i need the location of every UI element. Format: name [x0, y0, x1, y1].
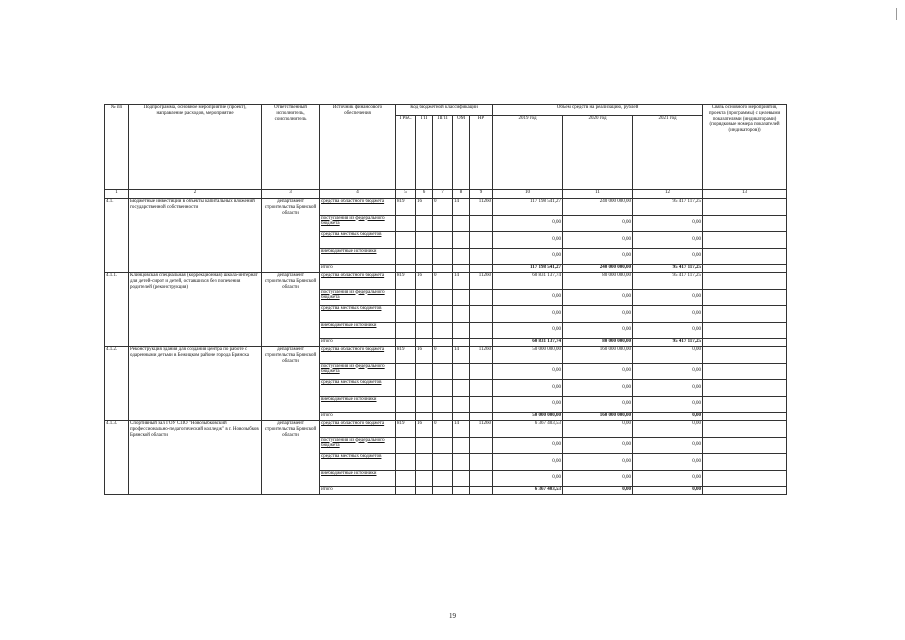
value-cell: 95 417 117,25 — [633, 339, 703, 347]
header-year-2021: 2021 год — [633, 116, 703, 190]
code-cell: 11260 — [470, 273, 493, 290]
link-cell — [703, 339, 787, 347]
page-number: 19 — [449, 612, 456, 620]
code-cell — [416, 289, 433, 306]
row-executor: департамент строительства Брянской области — [262, 273, 320, 347]
code-cell: 0 — [433, 199, 453, 216]
link-cell — [703, 199, 787, 216]
code-cell — [396, 306, 416, 323]
code-cell — [453, 289, 470, 306]
code-cell: 819 — [396, 199, 416, 216]
code-cell — [433, 380, 453, 397]
table-row — [105, 273, 787, 290]
row-number: 4.1.3. — [105, 421, 129, 495]
value-cell: 0,00 — [633, 306, 703, 323]
code-cell — [470, 289, 493, 306]
column-number: 13 — [703, 190, 787, 199]
value-cell: 0,00 — [633, 487, 703, 495]
value-cell: 0,00 — [493, 322, 563, 339]
code-cell — [470, 306, 493, 323]
code-cell — [453, 306, 470, 323]
column-number: 9 — [470, 190, 493, 199]
value-cell: 117 198 541,27 — [493, 199, 563, 216]
code-cell — [396, 215, 416, 232]
column-number: 11 — [563, 190, 633, 199]
code-cell — [470, 339, 493, 347]
code-cell — [433, 470, 453, 487]
column-number: 1 — [105, 190, 129, 199]
code-cell — [416, 322, 433, 339]
code-cell — [416, 470, 433, 487]
value-cell: 0,00 — [633, 322, 703, 339]
header-year-2019: 2019 год — [493, 116, 563, 190]
code-cell: 11260 — [470, 199, 493, 216]
link-cell — [703, 265, 787, 273]
source-label: итого — [320, 413, 396, 421]
table-row — [105, 347, 787, 364]
source-label: средства местных бюджетов — [320, 380, 396, 397]
value-cell: 0,00 — [633, 215, 703, 232]
header-link: Связь основного мероприятия, проекта (программы) с целевыми показателями (индикаторами) (порядковые номера показателей (индикаторов)) — [703, 105, 787, 190]
code-cell — [470, 470, 493, 487]
value-cell: 0,00 — [563, 421, 633, 438]
row-number: 4.1.1. — [105, 273, 129, 347]
row-program-name: Бюджетные инвестиции в объекты капитальных вложений государственной собственности — [129, 199, 262, 273]
value-cell: 0,00 — [493, 306, 563, 323]
header-code-pgp: ПГП — [433, 116, 453, 190]
code-cell — [470, 248, 493, 265]
code-cell — [470, 380, 493, 397]
code-cell — [416, 339, 433, 347]
code-cell — [416, 215, 433, 232]
code-cell: 14 — [453, 421, 470, 438]
source-label: поступления из федерального бюджета — [320, 437, 396, 454]
row-executor: департамент строительства Брянской области — [262, 199, 320, 273]
value-cell: 0,00 — [563, 232, 633, 249]
link-cell — [703, 487, 787, 495]
column-number: 7 — [433, 190, 453, 199]
link-cell — [703, 248, 787, 265]
value-cell: 0,00 — [493, 215, 563, 232]
code-cell — [470, 396, 493, 413]
code-cell — [470, 265, 493, 273]
value-cell: 50 000 000,00 — [493, 413, 563, 421]
source-label: поступления из федерального бюджета — [320, 363, 396, 380]
value-cell: 0,00 — [633, 289, 703, 306]
value-cell: 0,00 — [493, 248, 563, 265]
code-cell — [416, 232, 433, 249]
source-label: средства областного бюджета — [320, 199, 396, 216]
header-volume-group: Объем средств на реализацию, рублей — [493, 105, 703, 116]
code-cell — [453, 265, 470, 273]
value-cell: 0,00 — [493, 470, 563, 487]
value-cell: 0,00 — [563, 322, 633, 339]
row-program-name: Спортивный зал ГОУ СПО "Новозыбковский профессионально-педагогический колледж" в г. Новозыбков Брянской области — [129, 421, 262, 495]
code-cell — [433, 306, 453, 323]
row-executor: департамент строительства Брянской области — [262, 421, 320, 495]
source-label: внебюджетные источники — [320, 248, 396, 265]
column-number: 2 — [129, 190, 262, 199]
code-cell — [433, 437, 453, 454]
code-cell — [453, 396, 470, 413]
source-label: средства областного бюджета — [320, 347, 396, 364]
code-cell — [416, 363, 433, 380]
value-cell: 0,00 — [633, 437, 703, 454]
value-cell: 0,00 — [493, 380, 563, 397]
code-cell: 16 — [416, 347, 433, 364]
link-cell — [703, 306, 787, 323]
table-body — [105, 199, 787, 495]
header-row — [105, 105, 787, 116]
link-cell — [703, 347, 787, 364]
code-cell: 11260 — [470, 347, 493, 364]
value-cell: 0,00 — [493, 437, 563, 454]
row-executor: департамент строительства Брянской области — [262, 347, 320, 421]
value-cell: 0,00 — [563, 215, 633, 232]
code-cell — [416, 454, 433, 471]
value-cell: 0,00 — [633, 232, 703, 249]
value-cell: 95 417 117,25 — [633, 265, 703, 273]
value-cell: 60 831 137,74 — [493, 273, 563, 290]
header-code-om: ОМ — [453, 116, 470, 190]
code-cell — [396, 322, 416, 339]
value-cell: 6 367 403,53 — [493, 421, 563, 438]
code-cell: 14 — [453, 347, 470, 364]
code-cell — [396, 413, 416, 421]
code-cell — [396, 437, 416, 454]
code-cell — [396, 232, 416, 249]
source-label: внебюджетные источники — [320, 396, 396, 413]
code-cell — [396, 454, 416, 471]
value-cell: 50 000 000,00 — [493, 347, 563, 364]
code-cell: 819 — [396, 421, 416, 438]
code-cell: 14 — [453, 273, 470, 290]
code-cell — [433, 413, 453, 421]
code-cell — [433, 487, 453, 495]
budget-table — [104, 104, 787, 495]
code-cell: 0 — [433, 421, 453, 438]
page-edge-mark — [896, 8, 897, 20]
code-cell: 819 — [396, 273, 416, 290]
code-cell — [453, 454, 470, 471]
source-label: поступления из федерального бюджета — [320, 215, 396, 232]
value-cell: 60 831 137,74 — [493, 339, 563, 347]
header-code-group: Код бюджетной классификации — [396, 105, 493, 116]
code-cell — [416, 306, 433, 323]
source-label: средства местных бюджетов — [320, 306, 396, 323]
column-number: 4 — [320, 190, 396, 199]
column-number: 12 — [633, 190, 703, 199]
code-cell — [470, 322, 493, 339]
code-cell — [416, 437, 433, 454]
source-label: средства местных бюджетов — [320, 454, 396, 471]
code-cell — [433, 289, 453, 306]
code-cell — [453, 248, 470, 265]
code-cell — [470, 437, 493, 454]
value-cell: 0,00 — [563, 470, 633, 487]
source-label: средства областного бюджета — [320, 421, 396, 438]
value-cell: 240 000 000,00 — [563, 265, 633, 273]
column-number-row — [105, 190, 787, 199]
link-cell — [703, 437, 787, 454]
code-cell: 0 — [433, 273, 453, 290]
source-label: средства областного бюджета — [320, 273, 396, 290]
source-label: итого — [320, 487, 396, 495]
code-cell — [396, 487, 416, 495]
value-cell: 0,00 — [563, 396, 633, 413]
code-cell — [396, 248, 416, 265]
value-cell: 0,00 — [563, 380, 633, 397]
code-cell — [416, 413, 433, 421]
header-code-grbs: ГРБС — [396, 116, 416, 190]
value-cell: 0,00 — [493, 363, 563, 380]
value-cell: 117 198 541,27 — [493, 265, 563, 273]
code-cell — [416, 487, 433, 495]
value-cell: 0,00 — [563, 454, 633, 471]
code-cell — [433, 396, 453, 413]
code-cell — [470, 215, 493, 232]
row-program-name: Клинцовская специальная (коррекционная) школа-интернат для детей-сирот и детей, оставшихся без попечения родителей (реконструкция) — [129, 273, 262, 347]
source-label: внебюджетные источники — [320, 322, 396, 339]
header-num: № пп — [105, 105, 129, 190]
table-row — [105, 421, 787, 438]
code-cell: 16 — [416, 199, 433, 216]
link-cell — [703, 454, 787, 471]
header-year-2020: 2020 год — [563, 116, 633, 190]
link-cell — [703, 396, 787, 413]
value-cell: 0,00 — [633, 363, 703, 380]
value-cell: 0,00 — [633, 347, 703, 364]
link-cell — [703, 273, 787, 290]
source-label: внебюджетные источники — [320, 470, 396, 487]
link-cell — [703, 470, 787, 487]
code-cell: 16 — [416, 273, 433, 290]
value-cell: 0,00 — [633, 413, 703, 421]
code-cell: 819 — [396, 347, 416, 364]
code-cell — [470, 413, 493, 421]
value-cell: 0,00 — [493, 289, 563, 306]
code-cell — [396, 363, 416, 380]
code-cell — [433, 215, 453, 232]
link-cell — [703, 413, 787, 421]
column-number: 5 — [396, 190, 416, 199]
header-code-gp: ГП — [416, 116, 433, 190]
value-cell: 0,00 — [633, 248, 703, 265]
code-cell — [453, 470, 470, 487]
code-cell — [453, 487, 470, 495]
value-cell: 240 000 000,00 — [563, 199, 633, 216]
code-cell — [453, 380, 470, 397]
code-cell — [396, 380, 416, 397]
code-cell — [416, 248, 433, 265]
value-cell: 0,00 — [493, 396, 563, 413]
link-cell — [703, 232, 787, 249]
code-cell — [433, 232, 453, 249]
value-cell: 95 417 117,25 — [633, 199, 703, 216]
code-cell — [470, 487, 493, 495]
source-label: средства местных бюджетов — [320, 232, 396, 249]
link-cell — [703, 289, 787, 306]
code-cell: 0 — [433, 347, 453, 364]
code-cell — [470, 363, 493, 380]
code-cell — [396, 396, 416, 413]
code-cell — [396, 289, 416, 306]
code-cell — [433, 363, 453, 380]
value-cell: 0,00 — [633, 470, 703, 487]
code-cell — [453, 322, 470, 339]
value-cell: 0,00 — [563, 289, 633, 306]
value-cell: 0,00 — [563, 437, 633, 454]
code-cell — [433, 265, 453, 273]
header-program: Подпрограмма, основное мероприятие (проект), направление расходов, мероприятие — [129, 105, 262, 190]
value-cell: 0,00 — [633, 396, 703, 413]
column-number: 6 — [416, 190, 433, 199]
code-cell: 16 — [416, 421, 433, 438]
code-cell — [396, 470, 416, 487]
code-cell — [453, 413, 470, 421]
row-number: 4.1. — [105, 199, 129, 273]
code-cell: 11260 — [470, 421, 493, 438]
column-number: 8 — [453, 190, 470, 199]
value-cell: 0,00 — [633, 454, 703, 471]
value-cell: 0,00 — [493, 232, 563, 249]
link-cell — [703, 322, 787, 339]
column-number: 3 — [262, 190, 320, 199]
value-cell: 0,00 — [563, 248, 633, 265]
value-cell: 0,00 — [493, 454, 563, 471]
code-cell — [453, 437, 470, 454]
code-cell — [470, 454, 493, 471]
code-cell — [470, 232, 493, 249]
source-label: итого — [320, 265, 396, 273]
code-cell — [433, 322, 453, 339]
code-cell — [433, 248, 453, 265]
row-program-name: Реконструкция здания для создания центра по работе с одаренными детьми в Бежицком районе города Брянска — [129, 347, 262, 421]
source-label: итого — [320, 339, 396, 347]
link-cell — [703, 421, 787, 438]
table-row — [105, 199, 787, 216]
code-cell: 14 — [453, 199, 470, 216]
code-cell — [433, 454, 453, 471]
code-cell — [416, 396, 433, 413]
row-number: 4.1.2. — [105, 347, 129, 421]
value-cell: 80 000 000,00 — [563, 273, 633, 290]
code-cell — [416, 265, 433, 273]
code-cell — [396, 339, 416, 347]
value-cell: 160 000 000,00 — [563, 347, 633, 364]
code-cell — [453, 232, 470, 249]
code-cell — [416, 380, 433, 397]
link-cell — [703, 380, 787, 397]
code-cell — [433, 339, 453, 347]
source-label: поступления из федерального бюджета — [320, 289, 396, 306]
value-cell: 95 417 117,25 — [633, 273, 703, 290]
value-cell: 0,00 — [633, 380, 703, 397]
value-cell: 0,00 — [563, 487, 633, 495]
link-cell — [703, 363, 787, 380]
header-executor: Ответственный исполнитель, соисполнитель — [262, 105, 320, 190]
code-cell — [396, 265, 416, 273]
link-cell — [703, 215, 787, 232]
value-cell: 6 367 403,53 — [493, 487, 563, 495]
code-cell — [453, 339, 470, 347]
column-number: 10 — [493, 190, 563, 199]
value-cell: 0,00 — [563, 306, 633, 323]
header-code-nr: НР — [470, 116, 493, 190]
value-cell: 160 000 000,00 — [563, 413, 633, 421]
value-cell: 80 000 000,00 — [563, 339, 633, 347]
code-cell — [453, 215, 470, 232]
code-cell — [453, 363, 470, 380]
value-cell: 0,00 — [633, 421, 703, 438]
value-cell: 0,00 — [563, 363, 633, 380]
header-source: Источник финансового обеспечения — [320, 105, 396, 190]
